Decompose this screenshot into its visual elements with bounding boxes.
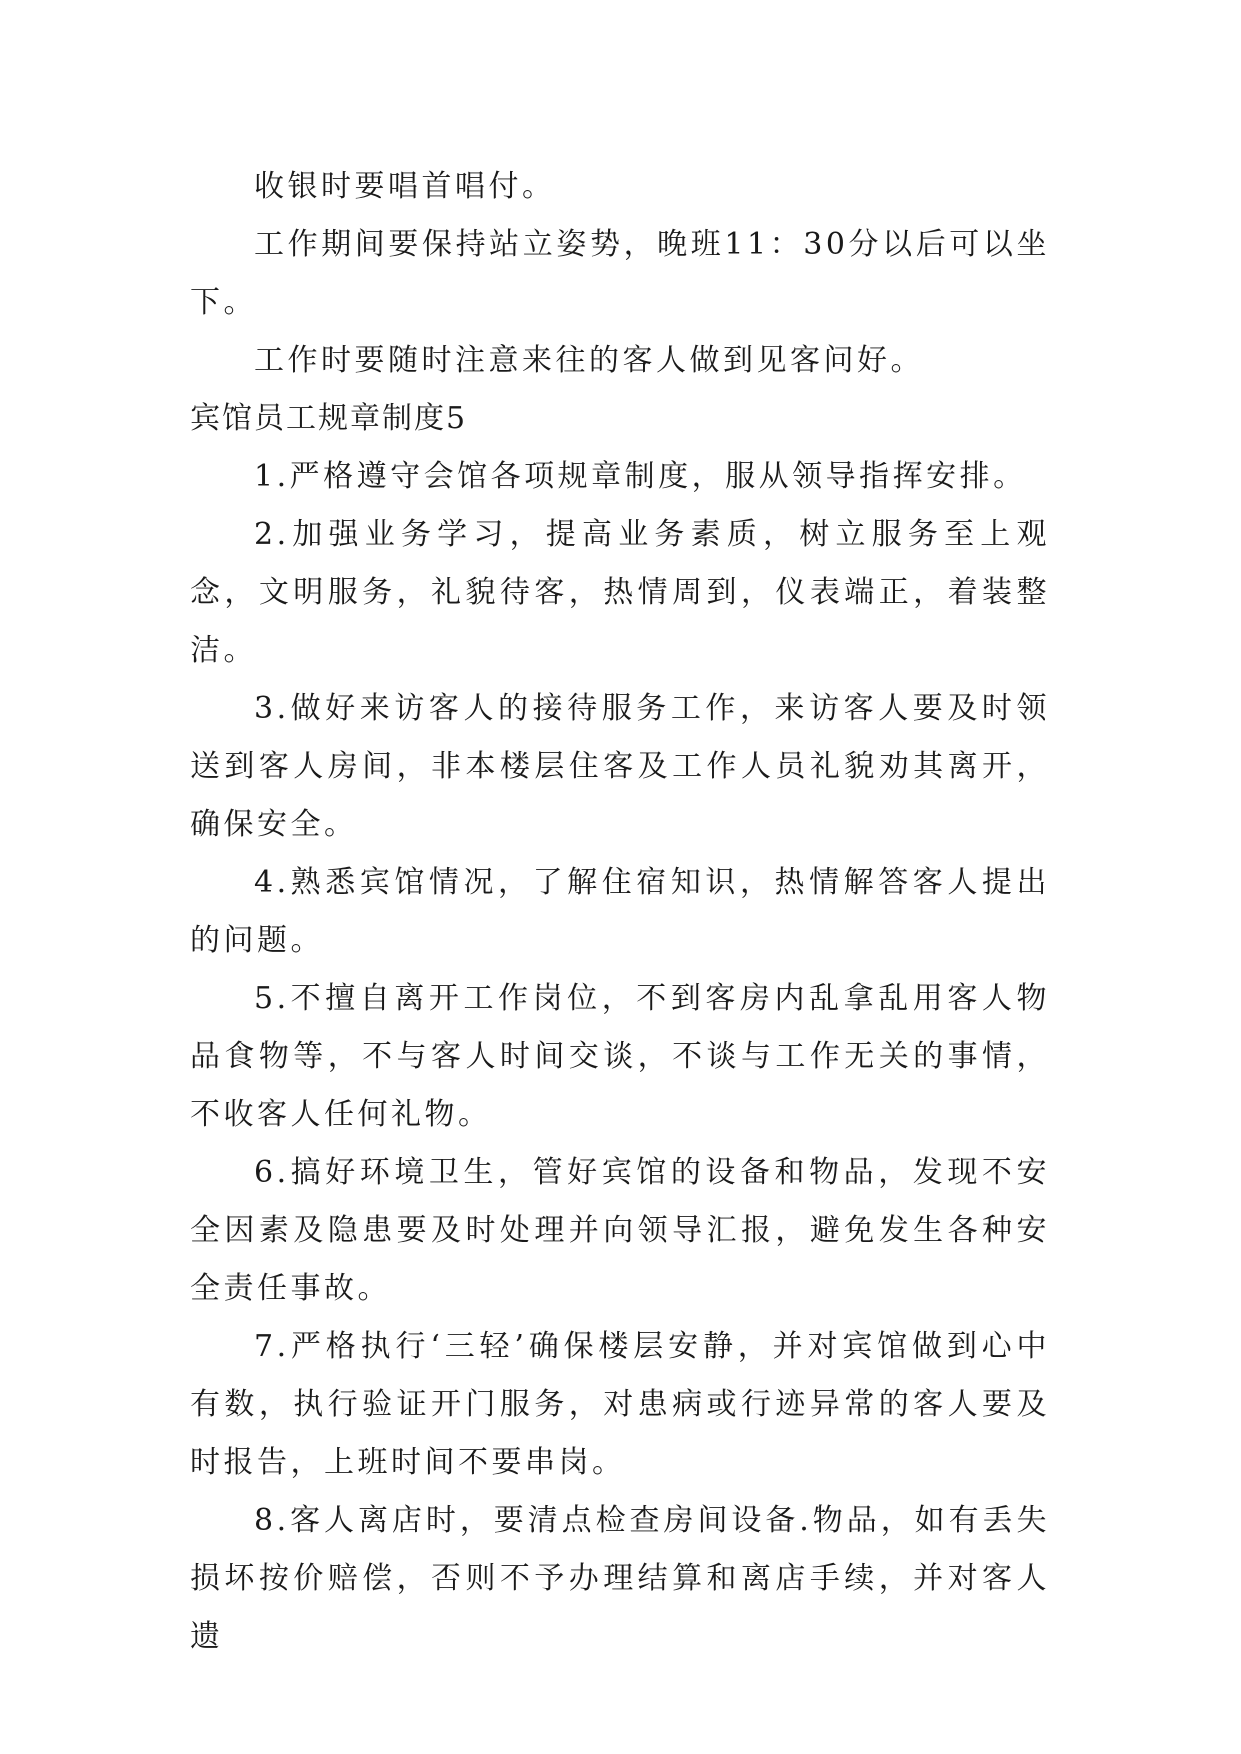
rule-item: 4.熟悉宾馆情况，了解住宿知识，热情解答客人提出的问题。 [190, 865, 1050, 958]
rule-item: 3.做好来访客人的接待服务工作，来访客人要及时领送到客人房间，非本楼层住客及工作人员礼貌劝其离开，确保安全。 [190, 691, 1050, 842]
rule-item: 6.搞好环境卫生，管好宾馆的设备和物品，发现不安全因素及隐患要及时处理并向领导汇报，避免发生各种安全责任事故。 [190, 1155, 1050, 1306]
paragraph-cashier: 收银时要唱首唱付。 [254, 169, 556, 204]
rule-item: 7.严格执行‘三轻’确保楼层安静，并对宾馆做到心中有数，执行验证开门服务，对患病或行迹异常的客人要及时报告，上班时间不要串岗。 [190, 1329, 1050, 1480]
paragraph-standing: 工作期间要保持站立姿势，晚班11：30分以后可以坐下。 [190, 227, 1050, 320]
document-body [190, 158, 1050, 1666]
rule-item: 5.不擅自离开工作岗位，不到客房内乱拿乱用客人物品食物等，不与客人时间交谈，不谈与工作无关的事情，不收客人任何礼物。 [190, 981, 1050, 1132]
rule-item: 1.严格遵守会馆各项规章制度，服从领导指挥安排。 [254, 459, 1027, 494]
rule-item: 8.客人离店时，要清点检查房间设备.物品，如有丢失损坏按价赔偿，否则不予办理结算和离店手续，并对客人遗 [190, 1503, 1050, 1654]
section-title: 宾馆员工规章制度5 [190, 401, 468, 436]
rule-item: 2.加强业务学习，提高业务素质，树立服务至上观念，文明服务，礼貌待客，热情周到，仪表端正，着装整洁。 [190, 517, 1050, 668]
paragraph-greeting: 工作时要随时注意来往的客人做到见客问好。 [254, 343, 924, 378]
